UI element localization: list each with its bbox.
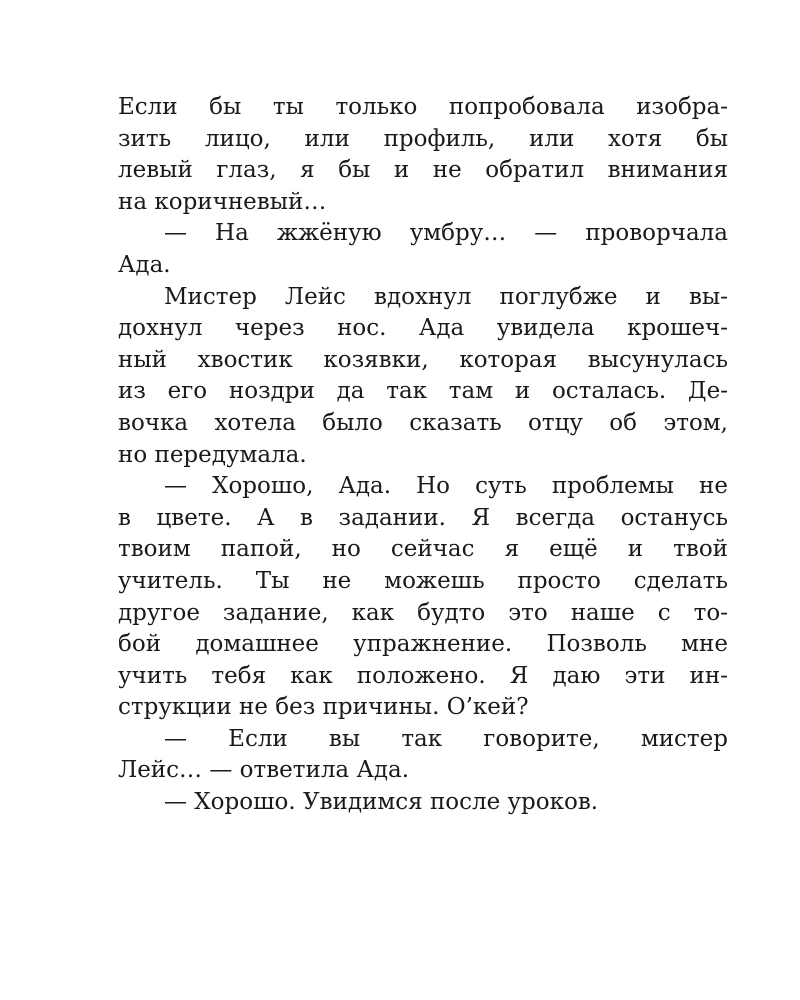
paragraph	[118, 787, 728, 819]
text-line: Лейс… — ответила Ада.	[118, 757, 410, 784]
text-line: Ада.	[118, 251, 171, 278]
text-line: дохнул через нос. Ада увидела крошеч-	[118, 315, 728, 342]
text-line: Мистер Лейс вдохнул поглубже и вы-	[164, 283, 728, 310]
text-line: учитель. Ты не можешь просто сделать	[118, 567, 728, 594]
paragraph	[118, 724, 728, 787]
text-line: зить лицо, или профиль, или хотя бы	[118, 125, 728, 152]
text-line: на коричневый…	[118, 188, 327, 215]
text-line: — На жжёную умбру… — проворчала	[164, 220, 728, 247]
text-line: другое задание, как будто это наше с то-	[118, 599, 728, 626]
text-line: — Если вы так говорите, мистер	[164, 725, 728, 752]
text-line: — Хорошо, Ада. Но суть проблемы не	[164, 473, 728, 500]
text-line: из его ноздри да так там и осталась. Де-	[118, 378, 728, 405]
paragraph	[118, 92, 728, 218]
paragraph	[118, 471, 728, 724]
text-line: вочка хотела было сказать отцу об этом,	[118, 409, 728, 436]
text-line: твоим папой, но сейчас я ещё и твой	[118, 536, 728, 563]
text-line: Если бы ты только попробовала изобра-	[118, 94, 728, 120]
text-line: ный хвостик козявки, которая высунулась	[118, 346, 728, 373]
text-line: бой домашнее упражнение. Позволь мне	[118, 631, 728, 658]
paragraph	[118, 218, 728, 281]
body-text	[118, 92, 728, 819]
text-line: учить тебя как положено. Я даю эти ин-	[118, 662, 728, 689]
text-line: но передумала.	[118, 441, 307, 468]
text-line: левый глаз, я бы и не обратил внимания	[118, 157, 728, 184]
text-line: — Хорошо. Увидимся после уроков.	[164, 789, 599, 816]
text-line: в цвете. А в задании. Я всегда останусь	[118, 504, 728, 531]
text-line: струкции не без причины. О’кей?	[118, 694, 529, 721]
paragraph	[118, 282, 728, 472]
